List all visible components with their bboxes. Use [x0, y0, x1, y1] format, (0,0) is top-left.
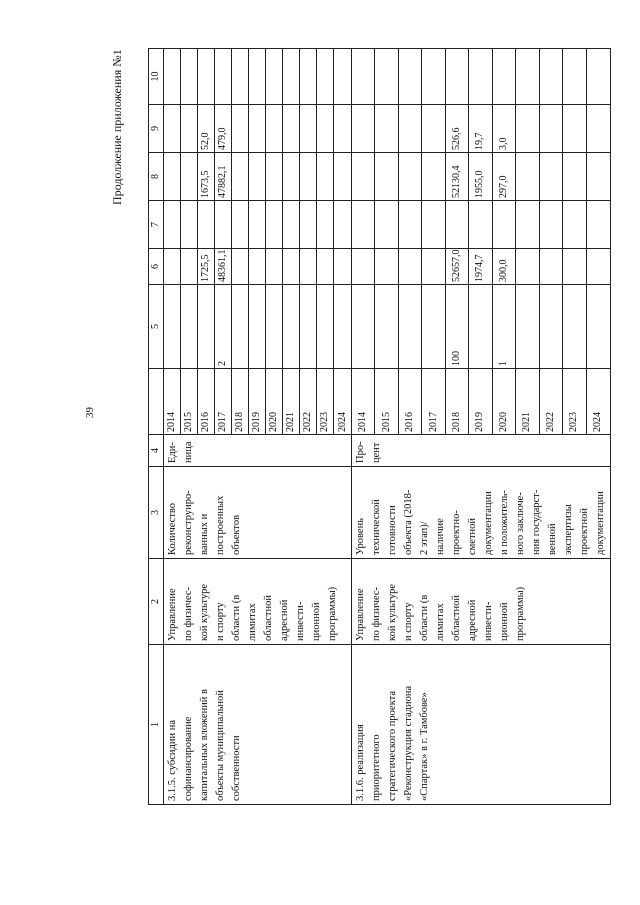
year-cell: 2018 [446, 369, 469, 434]
event-name-line: собственности [231, 735, 242, 801]
value-cell [540, 201, 563, 248]
executor-line: кой культуре [199, 583, 210, 641]
value-cell [164, 153, 181, 200]
value-cell [540, 105, 563, 152]
value-cell [266, 285, 283, 368]
table-row [352, 49, 611, 805]
value-cell [516, 248, 539, 285]
value-cell: 1974,7 [469, 248, 492, 285]
value-cell [198, 285, 215, 368]
value-cell [540, 48, 563, 104]
value-cell: 297,0 [493, 153, 516, 200]
value-cell: 48361,1 [215, 248, 232, 285]
value-cell [249, 105, 266, 152]
value-cell [283, 285, 300, 368]
value-cell: 300,0 [493, 248, 516, 285]
value-cell [352, 105, 375, 152]
year-cell: 2024 [592, 412, 604, 432]
col-number: 3 [149, 467, 164, 559]
value-cell [375, 105, 398, 152]
executor-line: инвести- [483, 601, 494, 641]
value-column-c6 [164, 248, 351, 284]
indicator-line: технической [371, 499, 382, 555]
value-cell [181, 285, 198, 368]
value-cell [587, 248, 610, 285]
indicator-line: Уровень [355, 518, 366, 555]
value-cell [232, 285, 249, 368]
executor [352, 559, 611, 645]
value-cell [232, 153, 249, 200]
event-name-line: софинансирование [183, 716, 194, 801]
value-cell [399, 248, 422, 285]
value-cell [540, 153, 563, 200]
unit-line: Еди- [167, 442, 178, 463]
value-column-c10 [352, 48, 610, 104]
indicator [352, 467, 611, 559]
value-cell [181, 105, 198, 152]
value-cell: 1 [493, 285, 516, 368]
value-cell [493, 48, 516, 104]
value-cell: 52130,4 [446, 153, 469, 200]
indicator-line: сметной [467, 517, 478, 555]
executor [164, 559, 352, 645]
value-cell: 3,0 [493, 105, 516, 152]
value-column-c9 [352, 104, 610, 152]
value-cell [563, 201, 586, 248]
value-cell [352, 48, 375, 104]
col-number: 4 [149, 435, 164, 467]
page-number: 39 [84, 407, 96, 418]
year-cell: 2020 [266, 369, 283, 434]
value-cell [469, 285, 492, 368]
value-cell [334, 201, 351, 248]
executor-line: ционной [499, 602, 510, 641]
value-cell [266, 248, 283, 285]
value-cell [587, 153, 610, 200]
executor-line: по физичес- [183, 586, 194, 641]
col-number-empty [149, 369, 164, 435]
value-cell [469, 201, 492, 248]
year-column [352, 368, 610, 434]
col-number: 1 [149, 645, 164, 805]
event-name [164, 645, 352, 805]
value-cell [422, 285, 445, 368]
value-cell [266, 153, 283, 200]
executor-line: адресной [279, 599, 290, 641]
event-name-line: «Реконструкция стадиона [403, 685, 414, 801]
value-cell [422, 153, 445, 200]
col-number: 6 [149, 249, 164, 285]
unit-line: цент [371, 442, 382, 463]
col-number: 8 [149, 153, 164, 201]
event-name-line: 3.1.6. реализация [355, 724, 366, 801]
value-cell [283, 153, 300, 200]
value-cell [375, 285, 398, 368]
value-cell [469, 48, 492, 104]
executor-line: адресной [467, 599, 478, 641]
value-cell [422, 105, 445, 152]
value-cell [317, 105, 334, 152]
value-column-c5 [164, 284, 351, 368]
indicator-line: готовности [387, 505, 398, 555]
value-cell [399, 48, 422, 104]
value-cell [334, 285, 351, 368]
value-cell [215, 201, 232, 248]
value-cell [266, 201, 283, 248]
value-cell [516, 285, 539, 368]
yearly-values-block [164, 49, 352, 435]
executor-line: инвести- [295, 601, 306, 641]
value-cell [300, 285, 317, 368]
executor-line: ционной [311, 602, 322, 641]
value-column-c8 [164, 152, 351, 200]
value-cell [375, 48, 398, 104]
value-cell [375, 201, 398, 248]
event-name-line: «Спартак» в г. Тамбове» [419, 692, 430, 801]
event-name [352, 645, 611, 805]
value-cell [587, 201, 610, 248]
value-cell [249, 48, 266, 104]
indicator-line: реконструиро- [183, 490, 194, 555]
value-cell [587, 48, 610, 104]
year-cell: 2023 [563, 369, 586, 434]
value-cell [422, 248, 445, 285]
indicator-line: проектно- [451, 510, 462, 555]
year-cell: 2015 [375, 369, 398, 434]
value-cell [164, 201, 181, 248]
year-cell: 2019 [469, 369, 492, 434]
indicator-line: Количество [167, 502, 178, 555]
value-cell [164, 248, 181, 285]
value-cell [317, 248, 334, 285]
executor-line: Управление [355, 588, 366, 641]
executor-line: лимитах [435, 603, 446, 641]
value-cell [198, 201, 215, 248]
value-cell [563, 153, 586, 200]
value-cell [249, 285, 266, 368]
appendix-caption: Продолжение приложения №1 [110, 49, 124, 205]
value-cell [181, 201, 198, 248]
year-column [164, 368, 351, 434]
year-cell: 2014 [352, 369, 375, 434]
executor-line: и спорту [215, 602, 226, 641]
value-cell [300, 201, 317, 248]
value-cell: 100 [446, 285, 469, 368]
year-cell: 2017 [422, 369, 445, 434]
value-cell [232, 248, 249, 285]
col-number: 7 [149, 201, 164, 249]
column-number-row [149, 49, 164, 805]
indicator-line: наличие [435, 518, 446, 555]
value-cell [215, 48, 232, 104]
value-cell [181, 248, 198, 285]
value-cell: 479,0 [215, 105, 232, 152]
value-column-c8 [352, 152, 610, 200]
value-cell [375, 248, 398, 285]
value-cell [399, 153, 422, 200]
value-cell [181, 153, 198, 200]
value-column-c6 [352, 248, 610, 284]
value-column-c10 [164, 48, 351, 104]
value-cell [266, 105, 283, 152]
value-cell: 526,6 [446, 105, 469, 152]
value-cell: 52657,0 [446, 248, 469, 285]
value-cell [317, 153, 334, 200]
value-cell [563, 48, 586, 104]
indicator-line: объекта (2018- [403, 489, 414, 555]
value-column-c7 [352, 200, 610, 248]
indicator-line: проектной [579, 508, 590, 555]
executor-line: по физичес- [371, 586, 382, 641]
program-table [148, 48, 611, 805]
year-cell: 2015 [181, 369, 198, 434]
value-cell [375, 153, 398, 200]
unit [164, 435, 352, 467]
value-cell: 1955,0 [469, 153, 492, 200]
value-cell [563, 105, 586, 152]
value-cell [540, 248, 563, 285]
executor-line: лимитах [247, 603, 258, 641]
year-cell: 2014 [164, 369, 181, 434]
value-column-c9 [164, 104, 351, 152]
value-cell [249, 201, 266, 248]
year-cell: 2024 [336, 412, 348, 432]
value-cell: 1673,5 [198, 153, 215, 200]
value-cell: 52,0 [198, 105, 215, 152]
year-cell: 2017 [215, 369, 232, 434]
value-cell [164, 48, 181, 104]
value-cell [300, 105, 317, 152]
indicator-line: и положитель- [499, 490, 510, 555]
value-cell [317, 285, 334, 368]
executor-line: Управление [167, 588, 178, 641]
executor-line: и спорту [403, 602, 414, 641]
indicator-line: документации [595, 491, 606, 555]
value-cell [446, 201, 469, 248]
col-number: 5 [149, 285, 164, 369]
year-cell: 2019 [249, 369, 266, 434]
event-name-line: 3.1.5. субсидии на [167, 720, 178, 801]
year-cell: 2022 [540, 369, 563, 434]
year-cell: 2021 [283, 369, 300, 434]
year-cell: 2016 [399, 369, 422, 434]
value-cell [352, 201, 375, 248]
indicator-line: 2 этап)/ [419, 521, 430, 555]
indicator-line: ванных и [199, 513, 210, 555]
indicator-line: экспертизы [563, 504, 574, 555]
event-name-line: объекты муниципальной [215, 690, 226, 801]
value-cell [283, 48, 300, 104]
value-cell [352, 248, 375, 285]
value-cell [563, 248, 586, 285]
executor-line: кой культуре [387, 583, 398, 641]
value-cell [587, 285, 610, 368]
value-cell [399, 201, 422, 248]
value-cell [587, 105, 610, 152]
value-cell [399, 285, 422, 368]
unit-line: ница [183, 441, 194, 463]
indicator-line: объектов [231, 514, 242, 555]
indicator [164, 467, 352, 559]
value-cell [334, 153, 351, 200]
value-cell [563, 285, 586, 368]
value-cell [540, 285, 563, 368]
value-column-c5 [352, 284, 610, 368]
executor-line: области (в [419, 594, 430, 641]
value-cell [352, 153, 375, 200]
value-cell [516, 105, 539, 152]
value-cell [198, 48, 215, 104]
value-cell [232, 48, 249, 104]
col-number: 10 [149, 49, 164, 105]
value-cell [232, 201, 249, 248]
year-cell: 2021 [516, 369, 539, 434]
value-cell [249, 153, 266, 200]
value-cell [283, 201, 300, 248]
value-cell [317, 48, 334, 104]
executor-line: области (в [231, 594, 242, 641]
year-cell: 2022 [300, 369, 317, 434]
table-row [164, 49, 352, 805]
value-cell [232, 105, 249, 152]
unit [352, 435, 611, 467]
value-cell: 47882,1 [215, 153, 232, 200]
event-name-line: приоритетного [371, 734, 382, 801]
value-cell [181, 48, 198, 104]
value-cell [493, 201, 516, 248]
executor-line: областной [263, 595, 274, 641]
value-cell [516, 153, 539, 200]
indicator-line: документации [483, 491, 494, 555]
value-cell: 1725,5 [198, 248, 215, 285]
year-cell: 2023 [317, 369, 334, 434]
value-cell [422, 48, 445, 104]
value-cell [334, 248, 351, 285]
value-cell [300, 153, 317, 200]
indicator-line: венной [547, 523, 558, 555]
yearly-values-block [352, 49, 611, 435]
year-cell: 2018 [232, 369, 249, 434]
indicator-line: ния государст- [531, 489, 542, 555]
value-cell [266, 48, 283, 104]
value-cell: 2 [215, 285, 232, 368]
executor-line: областной [451, 595, 462, 641]
value-cell [317, 201, 334, 248]
value-cell [283, 248, 300, 285]
value-cell [283, 105, 300, 152]
col-number: 2 [149, 559, 164, 645]
value-cell [249, 248, 266, 285]
value-cell [446, 48, 469, 104]
year-cell: 2020 [493, 369, 516, 434]
value-cell [516, 201, 539, 248]
value-cell [516, 48, 539, 104]
value-cell [352, 285, 375, 368]
indicator-line: ного заключе- [515, 492, 526, 555]
value-cell [164, 285, 181, 368]
value-cell [422, 201, 445, 248]
rotated-table-container [148, 49, 606, 805]
value-cell [300, 48, 317, 104]
event-name-line: стратегического проекта [387, 690, 398, 801]
executor-line: программы) [515, 586, 526, 641]
executor-line: программы) [327, 586, 338, 641]
value-cell [164, 105, 181, 152]
value-cell [334, 48, 351, 104]
event-name-line: капитальных вложений в [199, 688, 210, 801]
indicator-line: построенных [215, 495, 226, 555]
value-cell [334, 105, 351, 152]
value-cell: 19,7 [469, 105, 492, 152]
year-cell: 2016 [198, 369, 215, 434]
col-number: 9 [149, 105, 164, 153]
unit-line: Про- [355, 441, 366, 463]
value-cell [399, 105, 422, 152]
value-cell [300, 248, 317, 285]
value-column-c7 [164, 200, 351, 248]
